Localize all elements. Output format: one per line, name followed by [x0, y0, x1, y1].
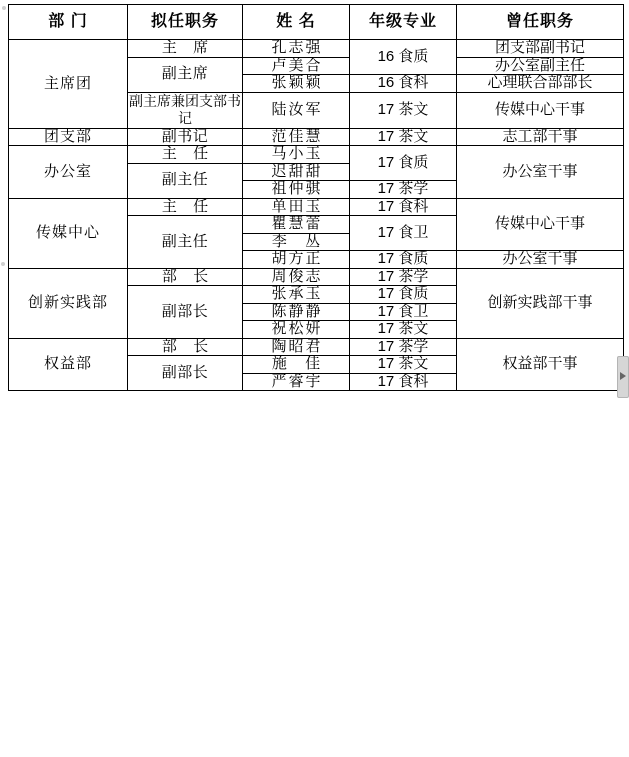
- cell-major: 17 食科: [350, 198, 457, 216]
- cell-name: 张承玉: [243, 286, 350, 304]
- table-row: [9, 198, 624, 216]
- header-cell-name: 姓 名: [243, 5, 350, 40]
- cell-name: 瞿慧蕾: [243, 216, 350, 234]
- cell-name: 迟甜甜: [243, 163, 350, 181]
- cell-post: 副主席: [128, 57, 243, 92]
- cell-major: 17 茶文: [350, 356, 457, 374]
- cell-major: 17 食卫: [350, 303, 457, 321]
- cell-department: 办公室: [9, 146, 128, 199]
- table-header: [9, 5, 624, 40]
- scrollbar-thumb[interactable]: [617, 356, 629, 398]
- cell-post: 副主任: [128, 163, 243, 198]
- cell-name: 周俊志: [243, 268, 350, 286]
- cell-former-post: 传媒中心干事: [457, 92, 624, 128]
- cell-name: 单田玉: [243, 198, 350, 216]
- cell-post: 主 任: [128, 198, 243, 216]
- cell-name: 陈静静: [243, 303, 350, 321]
- cell-former-post: 传媒中心干事: [457, 198, 624, 251]
- cell-former-post: 办公室干事: [457, 251, 624, 269]
- table-row: [9, 128, 624, 146]
- table-row: [9, 268, 624, 286]
- cell-major: 17 茶文: [350, 128, 457, 146]
- cell-department: 创新实践部: [9, 268, 128, 338]
- cell-post: 副部长: [128, 286, 243, 339]
- roster-table: [8, 4, 624, 391]
- cell-post: 主 任: [128, 146, 243, 164]
- cell-name: 李 丛: [243, 233, 350, 251]
- cell-former-post: 心理联合部部长: [457, 75, 624, 93]
- cell-name: 施 佳: [243, 356, 350, 374]
- table-row: [9, 338, 624, 356]
- cell-post: 副部长: [128, 356, 243, 391]
- header-cell-grade-major: 年级专业: [350, 5, 457, 40]
- cell-former-post: 权益部干事: [457, 338, 624, 391]
- cell-name: 严睿宇: [243, 373, 350, 391]
- cell-former-post: 办公室干事: [457, 146, 624, 199]
- chevron-right-icon: [620, 372, 626, 380]
- cell-name: 祖仲骐: [243, 181, 350, 199]
- header-cell-department: 部 门: [9, 5, 128, 40]
- cell-major: 17 茶学: [350, 181, 457, 199]
- cell-post: 副主席兼团支部书记: [129, 92, 241, 126]
- cell-department: 主席团: [9, 40, 128, 129]
- cell-major: 17 茶学: [350, 268, 457, 286]
- cell-department: 权益部: [9, 338, 128, 391]
- header-cell-proposed-post: 拟任职务: [128, 5, 243, 40]
- table-header-row: [9, 5, 624, 40]
- cell-name: 祝松妍: [243, 321, 350, 339]
- header-cell-former-post: 曾任职务: [457, 5, 624, 40]
- cell-major: 16 食质: [350, 40, 457, 75]
- cell-department: 传媒中心: [9, 198, 128, 268]
- cell-name: 张颖颖: [243, 75, 350, 93]
- cell-former-post: 团支部副书记: [457, 40, 624, 58]
- cell-post: 副书记: [128, 128, 243, 146]
- cell-name: 卢美合: [243, 57, 350, 75]
- document-page: [0, 4, 629, 757]
- cell-major: 17 食质: [350, 251, 457, 269]
- cell-major: 17 食卫: [350, 216, 457, 251]
- cell-name: 马小玉: [243, 146, 350, 164]
- cell-post: 部 长: [128, 268, 243, 286]
- cell-major: 17 茶学: [350, 338, 457, 356]
- cell-name: 陶昭君: [243, 338, 350, 356]
- cell-name: 胡方正: [243, 251, 350, 269]
- cell-name: 孔志强: [243, 40, 350, 58]
- cell-major: 17 食科: [350, 373, 457, 391]
- cell-major: 16 食科: [350, 75, 457, 93]
- cell-name: 范佳慧: [243, 128, 350, 146]
- cell-post: 部 长: [128, 338, 243, 356]
- cell-post: 主 席: [128, 40, 243, 58]
- cell-major: 17 茶文: [350, 92, 457, 128]
- page-side-mark: [1, 262, 5, 266]
- table-row: [9, 40, 624, 58]
- cell-major: 17 食质: [350, 286, 457, 304]
- cell-former-post: 志工部干事: [457, 128, 624, 146]
- cell-department: 团支部: [9, 128, 128, 146]
- table-body: [9, 40, 624, 391]
- cell-major: 17 食质: [350, 146, 457, 181]
- cell-former-post: 创新实践部干事: [457, 268, 624, 338]
- cell-name: 陆汝军: [243, 92, 350, 128]
- page-corner-mark: [2, 6, 8, 12]
- table-row: [9, 146, 624, 164]
- cell-major: 17 茶文: [350, 321, 457, 339]
- cell-former-post: 办公室副主任: [457, 57, 624, 75]
- cell-post: 副主任: [128, 216, 243, 269]
